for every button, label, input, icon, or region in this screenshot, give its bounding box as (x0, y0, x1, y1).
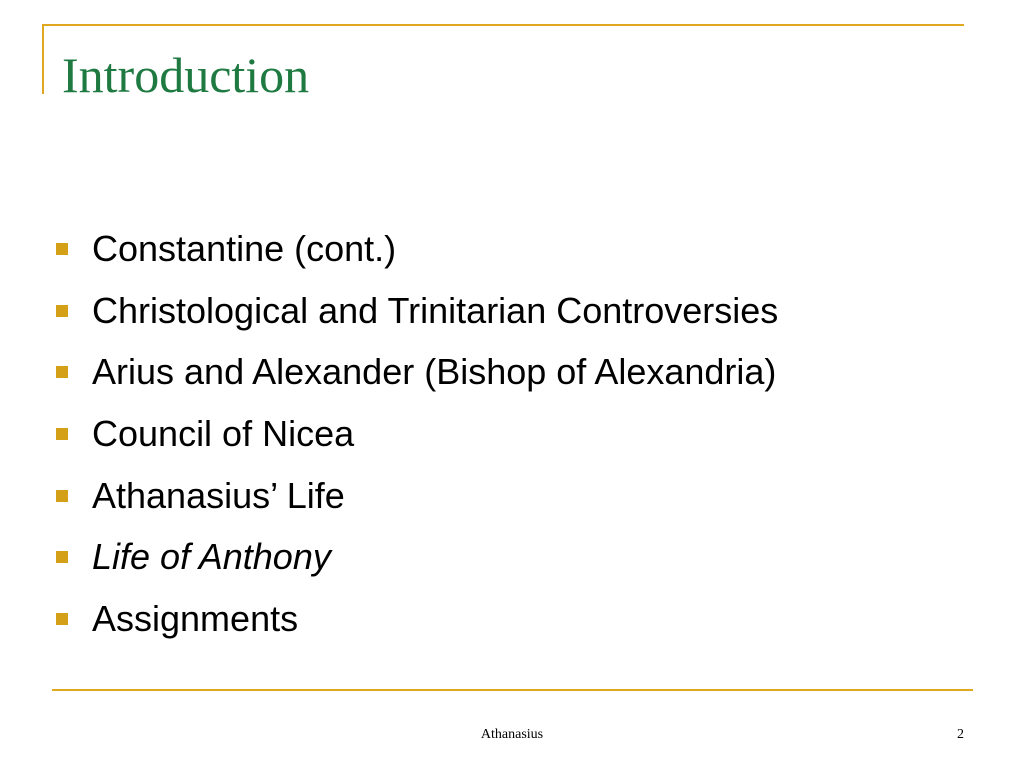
square-bullet-icon (56, 243, 68, 255)
bullet-list (56, 218, 778, 650)
square-bullet-icon (56, 428, 68, 440)
bullet-item-life-of-anthony (56, 526, 778, 588)
bullet-item-controversies (56, 280, 778, 342)
square-bullet-icon (56, 366, 68, 378)
bullet-text: Assignments (92, 597, 299, 639)
square-bullet-icon (56, 551, 68, 563)
bullet-item-athanasius-life (56, 465, 778, 527)
bullet-text: Athanasius’ Life (92, 474, 345, 516)
square-bullet-icon (56, 490, 68, 502)
bullet-item-council-nicea (56, 403, 778, 465)
title-frame-left-line (42, 24, 44, 94)
bullet-item-assignments (56, 588, 778, 650)
footer-title: Athanasius (480, 727, 544, 742)
bullet-text: Life of Anthony (92, 536, 331, 578)
square-bullet-icon (56, 613, 68, 625)
square-bullet-icon (56, 305, 68, 317)
bullet-item-arius-alexander (56, 341, 778, 403)
slide-title: Introduction (62, 47, 310, 103)
bullet-item-constantine (56, 218, 778, 280)
footer-divider (52, 689, 973, 691)
title-frame-top-line (42, 24, 964, 26)
page-number: 2 (957, 727, 964, 742)
bullet-text: Arius and Alexander (Bishop of Alexandria) (92, 351, 777, 393)
bullet-text: Christological and Trinitarian Controversies (92, 289, 779, 331)
bullet-text: Council of Nicea (92, 412, 355, 454)
bullet-text: Constantine (cont.) (92, 227, 397, 269)
